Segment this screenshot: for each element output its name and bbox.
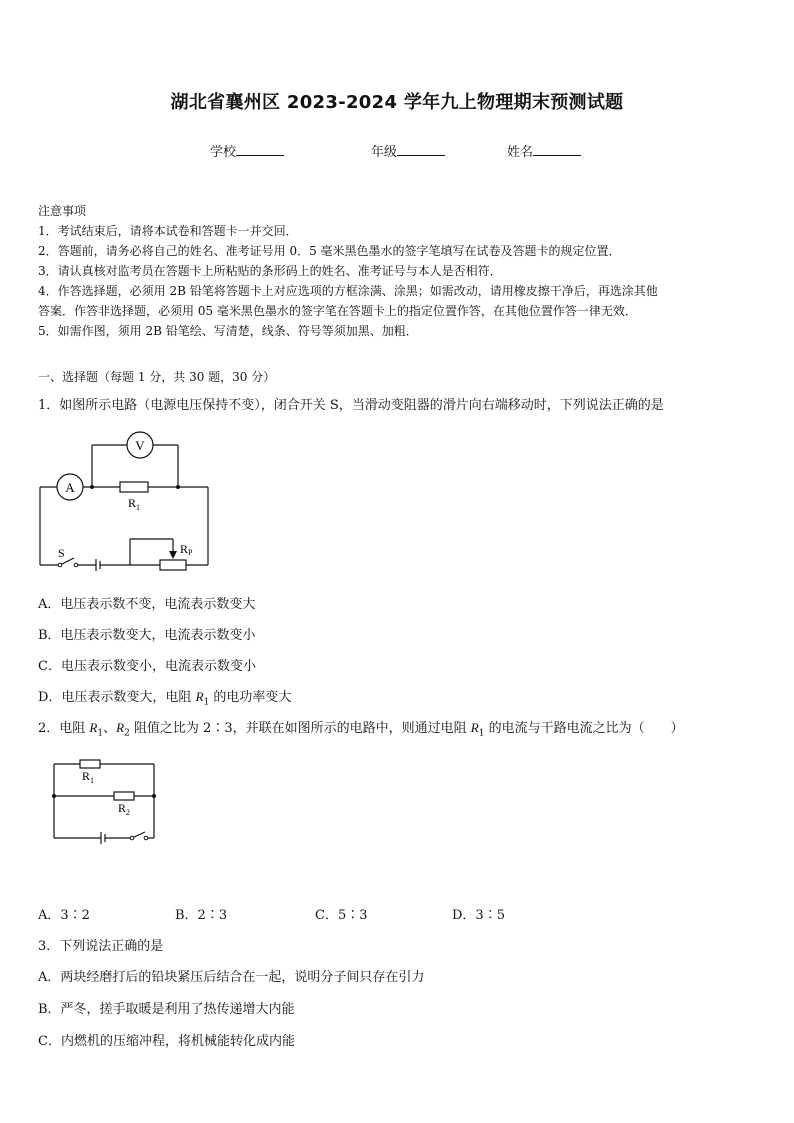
q1-option-d[interactable] xyxy=(38,686,291,708)
name-blank xyxy=(533,143,581,156)
notice-item: 4．作答选择题，必须用 2B 铅笔将答题卡上对应选项的方框涂满、涂黑；如需改动，请用橡皮擦干净后，再选涂其他 xyxy=(38,284,658,298)
q3-option-b[interactable]: B．严冬，搓手取暖是利用了热传递增大内能 xyxy=(38,1002,295,1017)
junction-dot xyxy=(176,485,180,489)
q2-stem-text: 的电流与干路电流之比为（ ） xyxy=(484,721,684,736)
voltmeter-label: V xyxy=(135,438,145,453)
q2-circuit-diagram xyxy=(48,756,160,848)
rheostat-slider-arrow xyxy=(169,551,177,559)
q2-r2-sub: 2 xyxy=(124,728,130,739)
r1-resistor xyxy=(80,760,100,768)
grade-field xyxy=(371,141,445,160)
question-2-stem xyxy=(38,717,684,739)
q2-r1-var: R xyxy=(470,720,479,735)
notice-item: 1．考试结束后，请将本试卷和答题卡一并交回． xyxy=(38,224,298,238)
q2-option-a[interactable]: A．3∶2 xyxy=(38,908,90,923)
page-title: 湖北省襄州区 2023-2024 学年九上物理期末预测试题 xyxy=(170,92,624,113)
q2-r2-var: R xyxy=(116,720,125,735)
junction-dot xyxy=(152,794,156,798)
switch-contact xyxy=(144,836,148,840)
junction-dot xyxy=(90,485,94,489)
notice-item: 答案．作答非选择题，必须用 05 毫米黑色墨水的签字笔在答题卡上的指定位置作答，在其他位置作答一律无效． xyxy=(38,304,637,318)
r2-resistor xyxy=(114,792,134,800)
r2-label: $R_2$ xyxy=(118,801,131,817)
q2-option-d[interactable]: D．3∶5 xyxy=(452,908,505,923)
notice-item: 3．请认真核对监考员在答题卡上所粘贴的条形码上的姓名、准考证号与本人是否相符． xyxy=(38,264,502,278)
question-1-stem: 1．如图所示电路（电源电压保持不变），闭合开关 S，当滑动变阻器的滑片向右端移动时，下列说法正确的是 xyxy=(38,398,664,413)
q1-option-d-var: R xyxy=(195,689,204,704)
switch-contact xyxy=(130,836,134,840)
name-label: 姓名 xyxy=(507,145,534,160)
switch-contact xyxy=(74,563,78,567)
q1-option-d-text: 的电功率变大 xyxy=(209,690,292,705)
q1-circuit-diagram xyxy=(30,425,220,575)
q3-option-a[interactable]: A．两块经磨打后的铅块紧压后结合在一起，说明分子间只存在引力 xyxy=(38,970,425,985)
switch-label: S xyxy=(58,546,65,560)
notice-item: 2．答题前，请务必将自己的姓名、准考证号用 0．5 毫米黑色墨水的签字笔填写在试卷及答题卡的规定位置． xyxy=(38,244,621,258)
switch-contact xyxy=(58,563,62,567)
grade-label: 年级 xyxy=(371,145,398,160)
q1-option-c[interactable]: C．电压表示数变小，电流表示数变小 xyxy=(38,659,256,674)
grade-blank xyxy=(397,143,445,156)
q2-stem-text: 、 xyxy=(103,721,117,736)
junction-dot xyxy=(52,794,56,798)
q2-option-b[interactable]: B．2∶3 xyxy=(175,908,228,923)
q2-r1-sub: 1 xyxy=(97,728,104,739)
school-field xyxy=(210,141,284,160)
r1-label: $R_1$ xyxy=(82,769,95,785)
school-label: 学校 xyxy=(210,145,237,160)
q2-stem-text: 阻值之比为 2∶3，并联在如图所示的电路中，则通过电阻 xyxy=(129,721,471,736)
school-blank xyxy=(236,143,284,156)
question-3-stem: 3．下列说法正确的是 xyxy=(38,939,164,954)
notice-item: 5．如需作图，须用 2B 铅笔绘、写清楚，线条、符号等须加黑、加粗． xyxy=(38,324,418,338)
section-heading: 一、选择题（每题 1 分，共 30 题，30 分） xyxy=(38,370,276,384)
q3-option-c[interactable]: C．内燃机的压缩冲程，将机械能转化成内能 xyxy=(38,1034,295,1049)
q1-option-d-text: D．电压表示数变大，电阻 xyxy=(38,690,196,705)
r1-label: $R_1$ xyxy=(128,496,141,512)
q1-option-b[interactable]: B．电压表示数变大，电流表示数变小 xyxy=(38,628,256,643)
name-field xyxy=(507,141,581,160)
q2-r1-sub: 1 xyxy=(478,728,485,739)
rp-rheostat xyxy=(160,560,186,570)
r1-resistor xyxy=(120,482,148,492)
rp-label: RP xyxy=(180,542,193,557)
q1-option-a[interactable]: A．电压表示数不变，电流表示数变大 xyxy=(38,597,256,612)
q2-r1-var: R xyxy=(89,720,98,735)
notice-heading: 注意事项 xyxy=(38,204,87,218)
notice-block xyxy=(38,201,658,341)
q2-option-c[interactable]: C．5∶3 xyxy=(315,908,368,923)
q1-option-d-sub: 1 xyxy=(203,697,210,708)
q2-stem-text: 2．电阻 xyxy=(38,721,90,736)
ammeter-label: A xyxy=(65,480,75,495)
